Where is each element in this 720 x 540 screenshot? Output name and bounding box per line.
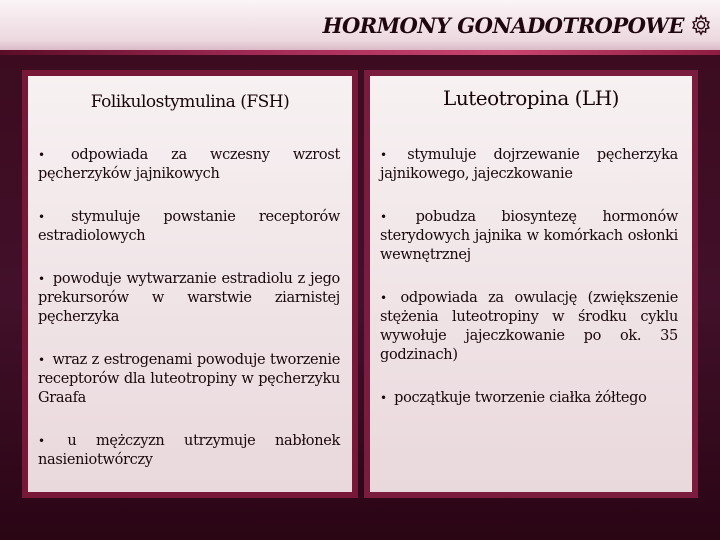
fsh-bullet: • powoduje wytwarzanie estradiolu z jego prekursorów w warstwie ziarnistej pęcherzyka [38, 271, 340, 325]
fsh-heading: Folikulostymulina (FSH) [90, 92, 290, 112]
bullet-dot-icon: • [380, 291, 387, 305]
lh-bullet: • początkuje tworzenie ciałka żółtego [380, 390, 647, 406]
bullet-dot-icon: • [38, 210, 45, 224]
bullet-dot-icon: • [380, 148, 387, 162]
fsh-bullet: • u mężczyzn utrzymuje nabłonek nasieniotwórczy [38, 433, 340, 468]
bullet-dot-icon: • [38, 272, 45, 286]
bullet-dot-icon: • [380, 391, 387, 405]
bullet-dot-icon: • [38, 148, 45, 162]
lh-bullet-list [380, 146, 678, 432]
fsh-bullet: • wraz z estrogenami powoduje tworzenie receptorów dla luteotropiny w pęcherzyku Graafa [38, 352, 340, 406]
fsh-bullet: • odpowiada za wczesny wzrost pęcherzyków jajnikowych [38, 147, 340, 182]
gear-icon [690, 14, 712, 36]
slide-title: HORMONY GONADOTROPOWE [322, 13, 684, 38]
bullet-dot-icon: • [380, 210, 387, 224]
fsh-panel [22, 70, 358, 498]
bullet-dot-icon: • [38, 353, 45, 367]
lh-heading: Luteotropina (LH) [443, 86, 619, 110]
lh-bullet: • odpowiada za owulację (zwiększenie stężenia luteotropiny w środku cyklu wywołuje jajeczkowanie po ok. 35 godzinach) [380, 290, 679, 363]
lh-bullet: • pobudza biosyntezę hormonów sterydowych jajnika w komórkach osłonki wewnętrznej [380, 209, 679, 263]
fsh-bullet-list [38, 146, 340, 494]
title-bar [0, 0, 720, 50]
bullet-dot-icon: • [38, 434, 45, 448]
lh-panel [364, 70, 698, 498]
fsh-bullet: • stymuluje powstanie receptorów estradiolowych [38, 209, 341, 244]
title-underline [0, 50, 720, 55]
lh-bullet: • stymuluje dojrzewanie pęcherzyka jajnikowego, jajeczkowanie [380, 147, 679, 182]
